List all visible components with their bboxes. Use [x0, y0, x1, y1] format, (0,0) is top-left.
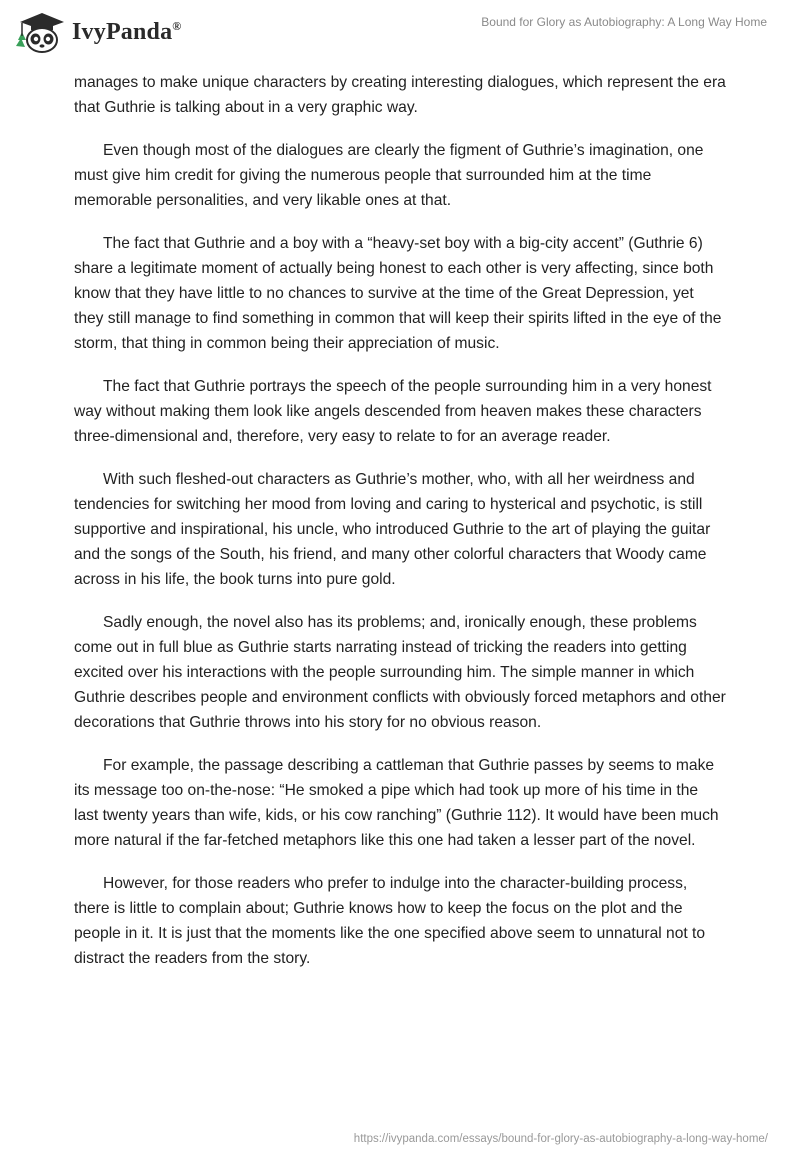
paragraph: For example, the passage describing a cattleman that Guthrie passes by seems to make its message too on-the-nose: “He smoked a pipe which had took up more of his time in the last twenty years than wife, kids, or his cow ranching” (Guthrie 112). It would have been much more natural if the far-fetched metaphors like this one had taken a lesser part of the novel.: [74, 757, 719, 849]
paragraph: However, for those readers who prefer to indulge into the character-building process, there is little to complain about; Guthrie knows how to keep the focus on the plot and the people in it. It is just that the moments like the one specified above seem to unnatural not to distract the readers from the story.: [74, 875, 706, 967]
paragraph: Sadly enough, the novel also has its problems; and, ironically enough, these problems come out in full blue as Guthrie starts narrating instead of tricking the readers into getting excited over his interactions with the people surrounding him. The simple manner in which Guthrie describes people and environment conflicts with obviously forced metaphors and other decorations that Guthrie throws into his story for no obvious reason.: [74, 614, 726, 731]
paragraph: The fact that Guthrie and a boy with a “heavy-set boy with a big-city accent” (Guthrie 6) share a legitimate moment of actually being honest to each other is very affecting, since both know that they have little to no chances to survive at the time of the Great Depression, yet they still manage to find something in common that will keep their spirits lifted in the eye of the storm, that thing in common being their appreciation of music.: [74, 235, 722, 352]
logo[interactable]: [12, 10, 181, 54]
essay-body: [74, 70, 726, 989]
document-title: Bound for Glory as Autobiography: A Long Way Home: [481, 15, 767, 29]
source-url-link[interactable]: https://ivypanda.com/essays/bound-for-glory-as-autobiography-a-long-way-home/: [353, 1133, 768, 1145]
paragraph: With such fleshed-out characters as Guthrie’s mother, who, with all her weirdness and tendencies for switching her mood from loving and caring to hysterical and psychotic, is still supportive and inspirational, his uncle, who introduced Guthrie to the art of playing the guitar and the songs of the South, his friend, and many other colorful characters that Woody came across in his life, the book turns into pure gold.: [74, 471, 711, 588]
brand-name: IvyPanda®: [72, 18, 182, 45]
paragraph: The fact that Guthrie portrays the speech of the people surrounding him in a very honest way without making them look like angels descended from heaven makes these characters three-dimensional and, therefore, very easy to relate to for an average reader.: [74, 378, 712, 445]
paragraph: manages to make unique characters by creating interesting dialogues, which represent the era that Guthrie is talking about in a very graphic way.: [74, 74, 726, 116]
page-header: [0, 0, 800, 62]
panda-graduation-cap-icon: [12, 10, 66, 54]
paragraph: Even though most of the dialogues are clearly the figment of Guthrie’s imagination, one must give him credit for giving the numerous people that surrounded him at the time memorable personalities, and very likable ones at that.: [74, 142, 704, 209]
